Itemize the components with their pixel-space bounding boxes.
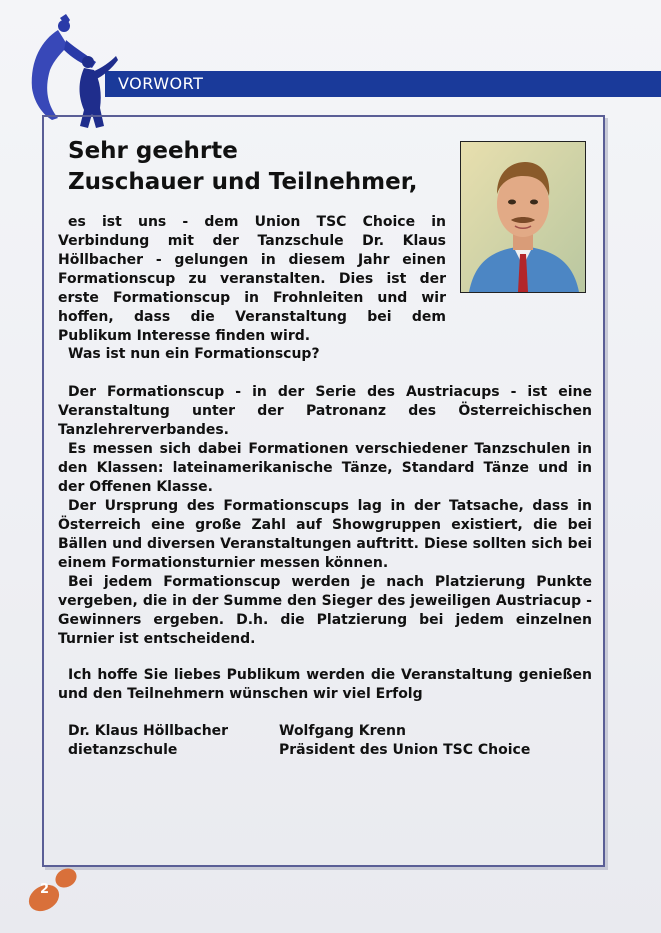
portrait-photo [460, 141, 586, 293]
body-paragraph: Der Formationscup - in der Serie des Austriacups - ist eine Veranstaltung unter der Patronanz des Österreichischen Tanzlehrerverbandes. [58, 384, 592, 438]
body-paragraph: Bei jedem Formationscup werden je nach Platzierung Punkte vergeben, die in der Summe den Sieger des jeweiligen Austriacup - Gewinners ergeben. D.h. die Platzierung bei jedem einzelnen Turnier ist entscheidend. [58, 574, 592, 647]
signature-right-role: Präsident des Union TSC Choice [279, 742, 531, 758]
signature-right-name: Wolfgang Krenn [279, 723, 406, 739]
portrait-photo-image [461, 142, 585, 292]
title-line-1: Sehr geehrte [68, 138, 238, 164]
section-label: VORWORT [118, 74, 204, 93]
title-line-2: Zuschauer und Teilnehmer, [68, 169, 418, 195]
body-text [58, 383, 592, 649]
page-number: 2 [40, 882, 50, 897]
intro-paragraph: es ist uns - dem Union TSC Choice in Verbindung mit der Tanzschule Dr. Klaus Höllbacher - gelungen in diesem Jahr einen Formationscup zu veranstalten. Dies ist der erste Formationscup in Frohnleiten und wir hoffen, dass die Veranstaltung bei dem Publikum Interesse finden wird. [58, 214, 446, 344]
closing-paragraph: Ich hoffe Sie liebes Publikum werden die Veranstaltung genießen und den Teilnehmern wünschen wir viel Erfolg [58, 667, 592, 702]
body-paragraph: Es messen sich dabei Formationen verschiedener Tanzschulen in den Klassen: lateinamerikanische Tänze, Standard Tänze und in der Offenen Klasse. [58, 441, 592, 495]
signature-left-role: dietanzschule [68, 742, 178, 758]
footprint-icon [22, 862, 82, 918]
signature-left-name: Dr. Klaus Höllbacher [68, 723, 229, 739]
question-heading: Was ist nun ein Formationscup? [68, 346, 320, 362]
dancers-logo-icon [22, 10, 122, 130]
signature-left [68, 722, 228, 760]
page-title [68, 136, 417, 198]
signature-right [279, 722, 530, 760]
body-paragraph: Der Ursprung des Formationscups lag in der Tatsache, dass in Österreich eine große Zahl auf Showgruppen existiert, die bei Bällen und diversen Veranstaltungen auftritt. Diese sollten sich bei einem Formationsturnier messen können. [58, 498, 592, 571]
